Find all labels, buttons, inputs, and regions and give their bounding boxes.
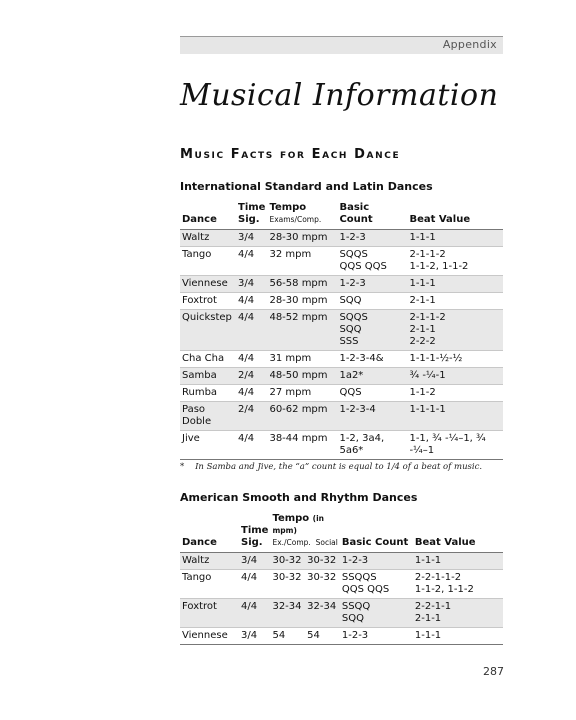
dance-cell: Tango	[180, 247, 236, 276]
col-tempo-exam: Ex./Comp.	[272, 538, 311, 547]
col-beat-value: Beat Value	[407, 202, 503, 230]
tempo-exam-cell: 30-32	[270, 570, 305, 599]
page-number: 287	[483, 665, 504, 678]
dance-cell: Waltz	[180, 553, 239, 570]
tempo-cell: 38-44 mpm	[267, 431, 337, 460]
col-tempo: Tempo Exams/Comp.	[267, 202, 337, 230]
table-row	[180, 351, 503, 368]
time-sig-cell: 2/4	[236, 402, 267, 431]
dance-cell: Rumba	[180, 385, 236, 402]
basic-count-cell: SQQS SQQ SSS	[337, 310, 407, 351]
beat-value-cell: 2-1-1	[407, 293, 503, 310]
table-row	[180, 628, 503, 645]
col-tempo-social: Social	[315, 538, 338, 547]
dance-cell: Viennese	[180, 276, 236, 293]
beat-value-cell: 2-1-1-2 2-1-1 2-2-2	[407, 310, 503, 351]
basic-count-cell: SQQS QQS QQS	[337, 247, 407, 276]
beat-value-cell: 2-2-1-1-2 1-1-2, 1-1-2	[413, 570, 503, 599]
beat-value-cell: 1-1-1	[413, 628, 503, 645]
dance-cell: Viennese	[180, 628, 239, 645]
international-table	[180, 202, 503, 460]
basic-count-cell: 1-2-3	[340, 628, 413, 645]
beat-value-cell: 1-1-1-1	[407, 402, 503, 431]
col-dance: Dance	[180, 202, 236, 230]
col-dance: Dance	[180, 513, 239, 553]
basic-count-cell: QQS	[337, 385, 407, 402]
basic-count-cell: SSQQS QQS QQS	[340, 570, 413, 599]
dance-cell: Quickstep	[180, 310, 236, 351]
beat-value-cell: ¾ -¼-1	[407, 368, 503, 385]
dance-cell: Jive	[180, 431, 236, 460]
table-row	[180, 310, 503, 351]
beat-value-cell: 1-1, ¾ -¼–1, ¾ -¼–1	[407, 431, 503, 460]
time-sig-cell: 4/4	[236, 247, 267, 276]
basic-count-cell: 1-2, 3a4, 5a6*	[337, 431, 407, 460]
time-sig-cell: 4/4	[236, 310, 267, 351]
table-row	[180, 293, 503, 310]
col-tempo: Tempo (in mpm) Ex./Comp. Social	[270, 513, 339, 553]
dance-cell: Foxtrot	[180, 599, 239, 628]
table-row	[180, 570, 503, 599]
table-row	[180, 599, 503, 628]
basic-count-cell: 1-2-3	[340, 553, 413, 570]
table-header-row	[180, 202, 503, 230]
table-row	[180, 368, 503, 385]
tempo-cell: 28-30 mpm	[267, 293, 337, 310]
tempo-social-cell: 30-32	[305, 570, 340, 599]
time-sig-cell: 4/4	[236, 351, 267, 368]
tempo-cell: 27 mpm	[267, 385, 337, 402]
table-row	[180, 230, 503, 247]
international-subtitle: International Standard and Latin Dances	[180, 180, 433, 193]
beat-value-cell: 1-1-1-½-½	[407, 351, 503, 368]
basic-count-cell: SSQQ SQQ	[340, 599, 413, 628]
basic-count-cell: SQQ	[337, 293, 407, 310]
beat-value-cell: 1-1-1	[413, 553, 503, 570]
table-row	[180, 276, 503, 293]
dance-cell: Waltz	[180, 230, 236, 247]
table-row	[180, 402, 503, 431]
american-subtitle: American Smooth and Rhythm Dances	[180, 491, 418, 504]
basic-count-cell: 1-2-3	[337, 276, 407, 293]
section-title: Music Facts for Each Dance	[180, 147, 401, 162]
basic-count-cell: 1-2-3-4	[337, 402, 407, 431]
col-time-sig: Time Sig.	[239, 513, 270, 553]
beat-value-cell: 1-1-1	[407, 230, 503, 247]
footnote-text: In Samba and Jive, the “a” count is equal to 1/4 of a beat of music.	[195, 462, 483, 472]
table-header-row	[180, 513, 503, 553]
time-sig-cell: 2/4	[236, 368, 267, 385]
time-sig-cell: 4/4	[239, 570, 270, 599]
basic-count-cell: 1-2-3-4&	[337, 351, 407, 368]
tempo-cell: 60-62 mpm	[267, 402, 337, 431]
running-header	[180, 36, 503, 54]
basic-count-cell: 1-2-3	[337, 230, 407, 247]
time-sig-cell: 3/4	[236, 276, 267, 293]
beat-value-cell: 1-1-2	[407, 385, 503, 402]
chapter-title: Musical Information	[180, 78, 499, 113]
basic-count-cell: 1a2*	[337, 368, 407, 385]
tempo-cell: 28-30 mpm	[267, 230, 337, 247]
time-sig-cell: 3/4	[236, 230, 267, 247]
table-row	[180, 431, 503, 460]
tempo-exam-cell: 30-32	[270, 553, 305, 570]
footnote-mark: *	[180, 462, 185, 472]
dance-cell: Paso Doble	[180, 402, 236, 431]
col-time-sig: Time Sig.	[236, 202, 267, 230]
footnote	[180, 462, 482, 472]
tempo-cell: 48-50 mpm	[267, 368, 337, 385]
tempo-social-cell: 54	[305, 628, 340, 645]
time-sig-cell: 3/4	[239, 553, 270, 570]
time-sig-cell: 4/4	[236, 385, 267, 402]
tempo-social-cell: 30-32	[305, 553, 340, 570]
time-sig-cell: 4/4	[236, 293, 267, 310]
table-row	[180, 247, 503, 276]
beat-value-cell: 1-1-1	[407, 276, 503, 293]
tempo-social-cell: 32-34	[305, 599, 340, 628]
dance-cell: Samba	[180, 368, 236, 385]
table-row	[180, 385, 503, 402]
col-basic-count: Basic Count	[340, 513, 413, 553]
beat-value-cell: 2-2-1-1 2-1-1	[413, 599, 503, 628]
dance-cell: Tango	[180, 570, 239, 599]
table-row	[180, 553, 503, 570]
header-section-label: Appendix	[442, 38, 497, 51]
beat-value-cell: 2-1-1-2 1-1-2, 1-1-2	[407, 247, 503, 276]
col-beat-value: Beat Value	[413, 513, 503, 553]
time-sig-cell: 4/4	[236, 431, 267, 460]
dance-cell: Cha Cha	[180, 351, 236, 368]
tempo-cell: 56-58 mpm	[267, 276, 337, 293]
time-sig-cell: 3/4	[239, 628, 270, 645]
tempo-cell: 48-52 mpm	[267, 310, 337, 351]
tempo-cell: 32 mpm	[267, 247, 337, 276]
tempo-cell: 31 mpm	[267, 351, 337, 368]
dance-cell: Foxtrot	[180, 293, 236, 310]
american-table	[180, 513, 503, 645]
tempo-exam-cell: 32-34	[270, 599, 305, 628]
col-basic-count: Basic Count	[337, 202, 407, 230]
tempo-exam-cell: 54	[270, 628, 305, 645]
time-sig-cell: 4/4	[239, 599, 270, 628]
